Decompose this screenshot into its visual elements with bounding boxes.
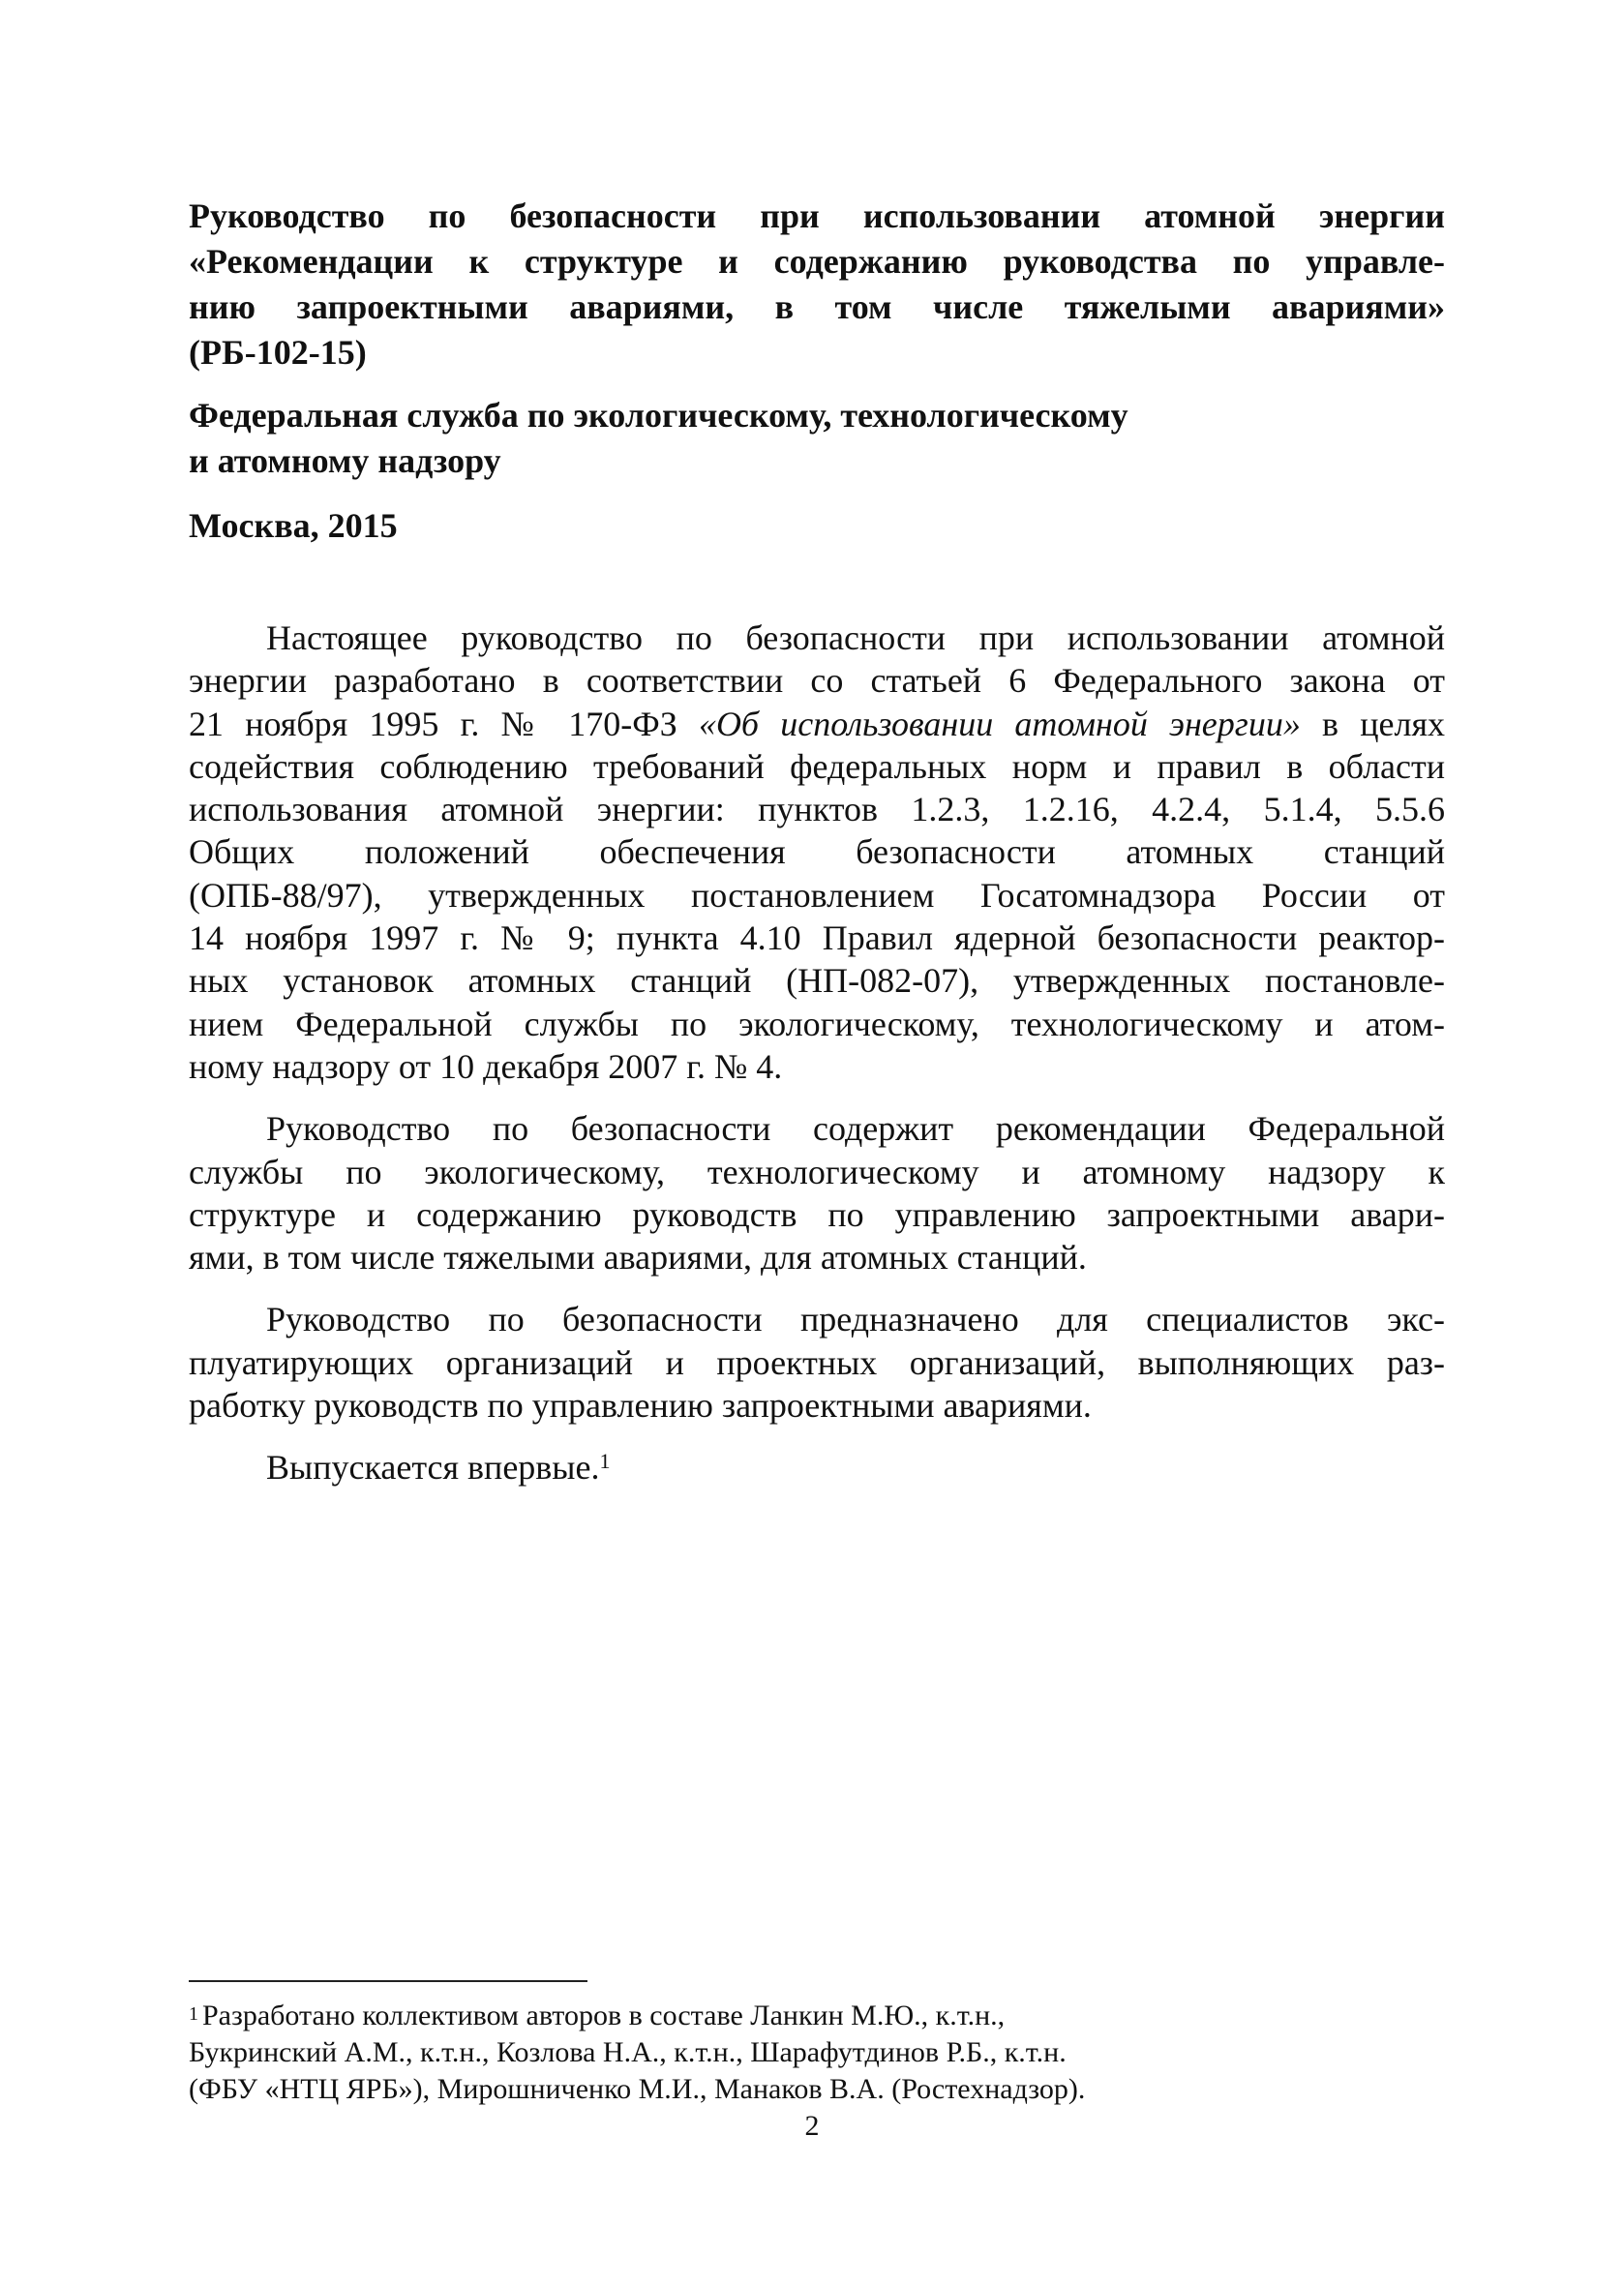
law-title: «Об использовании атомной энергии» [698,704,1301,743]
title-line: «Рекомендации к структуре и содержанию руководства по управле- [189,242,1445,281]
paragraph-purpose [189,617,1445,1088]
agency-line: и атомному надзору [189,441,501,480]
paragraph-line: Руководство по безопасности предназначено для специалистов экс- [266,1300,1445,1339]
footnote-marker: 1 [189,2003,198,2025]
paragraph-line: ями, в том числе тяжелыми авариями, для атомных станций. [189,1238,1087,1278]
paragraph-line: содействия соблюдению требований федеральных норм и правил в области [189,746,1445,786]
paragraph-content [189,1107,1445,1278]
paragraph-line: Общих положений обеспечения безопасности атомных станций [189,832,1445,872]
document-title [189,194,1445,376]
paragraph-line: ных установок атомных станций (НП-082-07), утвержденных постановле- [189,961,1445,1001]
agency-line: Федеральная служба по экологическому, технологическому [189,396,1128,435]
paragraph-line: структуре и содержанию руководств по управлению запроектными авари- [189,1194,1445,1234]
paragraph-line [189,1446,1445,1489]
paragraph-line: использования атомной энергии: пунктов 1.2.3, 1.2.16, 4.2.4, 5.1.4, 5.5.6 [189,790,1445,829]
paragraph-line: Руководство по безопасности содержит рекомендации Федеральной [266,1109,1445,1149]
footnote [189,1998,1445,2108]
footnote-separator [189,1980,587,1982]
title-line: нию запроектными авариями, в том числе тяжелыми авариями» [189,287,1445,326]
paragraph-line: работку руководств по управлению запроектными авариями. [189,1386,1092,1426]
paragraph-line: энергии разработано в соответствии со статьей 6 Федерального закона от [189,661,1445,701]
paragraph-line: ному надзору от 10 декабря 2007 г. № 4. [189,1046,783,1086]
edition-note: Выпускается впервые. [266,1448,600,1488]
page-number: 2 [804,2110,820,2142]
paragraph-line: 14 ноября 1997 г. № 9; пункта 4.10 Правил ядерной безопасности реактор- [189,918,1445,958]
paragraph-line: плуатирующих организаций и проектных организаций, выполняющих раз- [189,1342,1445,1382]
issuing-agency [189,393,1445,484]
paragraph-line [189,703,1445,745]
footnote-text: Разработано коллективом авторов в составе Ланкин М.Ю., к.т.н., [202,2000,1006,2031]
paragraph-audience [189,1298,1445,1427]
document-code: (РБ-102-15) [189,333,367,372]
place-and-year: Москва, 2015 [189,506,398,545]
paragraph-edition [189,1446,1445,1489]
paragraph-line: (ОПБ-88/97), утвержденных постановлением Госатомнадзора России от [189,875,1445,915]
footnote-line: (ФБУ «НТЦ ЯРБ»), Мирошниченко М.И., Манаков В.А. (Ростехнадзор). [189,2073,1086,2105]
law-reference: 21 ноября 1995 г. № 170-ФЗ [189,704,699,743]
paragraph-line: Настоящее руководство по безопасности при использовании атомной [266,618,1445,657]
footnote-line: Букринский А.М., к.т.н., Козлова Н.А., к.т.н., Шарафутдинов Р.Б., к.т.н. [189,2036,1067,2068]
paragraph-text: в целях [1300,704,1446,743]
footnote-reference[interactable]: 1 [599,1449,611,1474]
paragraph-line: службы по экологическому, технологическому и атомному надзору к [189,1152,1445,1191]
document-header [189,194,1445,549]
document-body [189,617,1445,1489]
paragraph-line: нием Федеральной службы по экологическому, технологическому и атом- [189,1004,1445,1043]
footnote-line [189,1998,1445,2034]
title-line: Руководство по безопасности при использовании атомной энергии [189,196,1445,235]
